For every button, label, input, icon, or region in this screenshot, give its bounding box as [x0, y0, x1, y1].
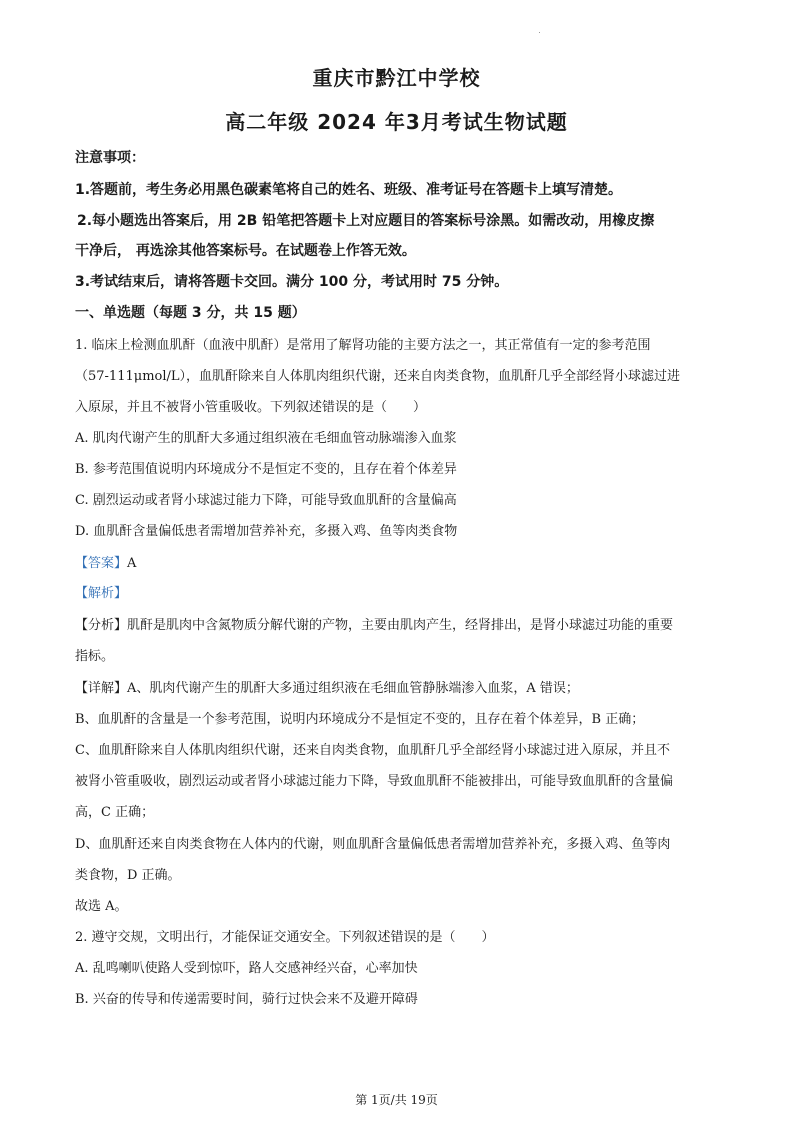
detail-a-text: A、肌肉代谢产生的肌酐大多通过组织液在毛细血管静脉端渗入血浆，A 错误； [127, 681, 579, 696]
q1-option-a: A. 肌肉代谢产生的肌酐大多通过组织液在毛细血管动脉端渗入血浆 [75, 431, 457, 446]
page-number: 第 1页/共 19页 [355, 1093, 438, 1107]
q1-conclusion: 故选 A。 [75, 899, 128, 914]
q1-answer [75, 556, 136, 572]
fenxi-tag: 【分析】 [75, 618, 128, 633]
fenxi-text: 肌酐是肌肉中含氮物质分解代谢的产物，主要由肌肉产生，经肾排出，是肾小球滤过功能的重要 [127, 618, 674, 633]
answer-tag: 【答案】 [75, 556, 128, 571]
q1-option-d: D. 血肌酐含量偏低患者需增加营养补充，多摄入鸡、鱼等肉类食物 [75, 524, 458, 539]
q2-option-b: B. 兴奋的传导和传递需要时间，骑行过快会来不及避开障碍 [75, 992, 418, 1007]
q1-stem-line-2: （57-111μmol/L），血肌酐除来自人体肌肉组织代谢，还来自肉类食物，血肌酐几乎全部经肾小球滤过进 [75, 369, 681, 384]
q1-option-b: B. 参考范围值说明内环境成分不是恒定不变的，且存在着个体差异 [75, 462, 457, 477]
q2-option-a: A. 乱鸣喇叭使路人受到惊吓，路人交感神经兴奋，心率加快 [75, 961, 418, 976]
notice-item-1: 1.答题前，考生务必用黑色碳素笔将自己的姓名、班级、准考证号在答题卡上填写清楚。 [75, 182, 623, 198]
scan-speck [539, 32, 540, 33]
q1-stem-line-1: 1. 临床上检测血肌酐（血液中肌酐）是常用了解肾功能的主要方法之一，其正常值有一定的参考范围 [75, 338, 651, 353]
q1-detail-a [75, 681, 579, 697]
answer-value: A [127, 556, 137, 571]
notice-item-2-line-1: 2.每小题选出答案后，用 2B 铅笔把答题卡上对应题目的答案标号涂黑。如需改动，用橡皮擦 [77, 213, 655, 229]
notice-item-3: 3.考试结束后，请将答题卡交回。满分 100 分，考试用时 75 分钟。 [75, 274, 509, 290]
analysis-tag: 【解析】 [75, 586, 128, 601]
q1-fenxi-line-2: 指标。 [75, 649, 115, 664]
q1-detail-c-line-2: 被肾小管重吸收，剧烈运动或者肾小球滤过能力下降，导致血肌酐不能被排出，可能导致血肌酐的含量偏 [75, 774, 674, 789]
q1-option-c: C. 剧烈运动或者肾小球滤过能力下降，可能导致血肌酐的含量偏高 [75, 493, 457, 508]
section-heading: 一、单选题（每题 3 分，共 15 题） [75, 305, 306, 321]
q1-stem-line-3: 入原尿，并且不被肾小管重吸收。下列叙述错误的是（ ） [75, 400, 427, 415]
school-title: 重庆市黔江中学校 [312, 66, 481, 90]
q1-detail-b: B、血肌酐的含量是一个参考范围，说明内环境成分不是恒定不变的，且存在着个体差异，B 正确； [75, 712, 645, 727]
q2-stem: 2. 遵守交规，文明出行，才能保证交通安全。下列叙述错误的是（ ） [75, 930, 495, 945]
detail-tag: 【详解】 [75, 681, 128, 696]
q1-detail-d-line-2: 类食物，D 正确。 [75, 868, 181, 883]
q1-detail-c-line-1: C、血肌酐除来自人体肌肉组织代谢，还来自肉类食物，血肌酐几乎全部经肾小球滤过进入原尿，并且不 [75, 743, 670, 758]
q1-detail-d-line-1: D、血肌酐还来自肉类食物在人体内的代谢，则血肌酐含量偏低患者需增加营养补充，多摄入鸡、鱼等肉 [75, 837, 671, 852]
notice-heading: 注意事项： [75, 150, 145, 166]
exam-title: 高二年级 2024 年3月考试生物试题 [225, 110, 568, 134]
q1-detail-c-line-3: 高，C 正确； [75, 805, 155, 820]
notice-item-2-line-2: 干净后， 再选涂其他答案标号。在试题卷上作答无效。 [75, 243, 416, 259]
q1-fenxi-line-1 [75, 618, 673, 634]
